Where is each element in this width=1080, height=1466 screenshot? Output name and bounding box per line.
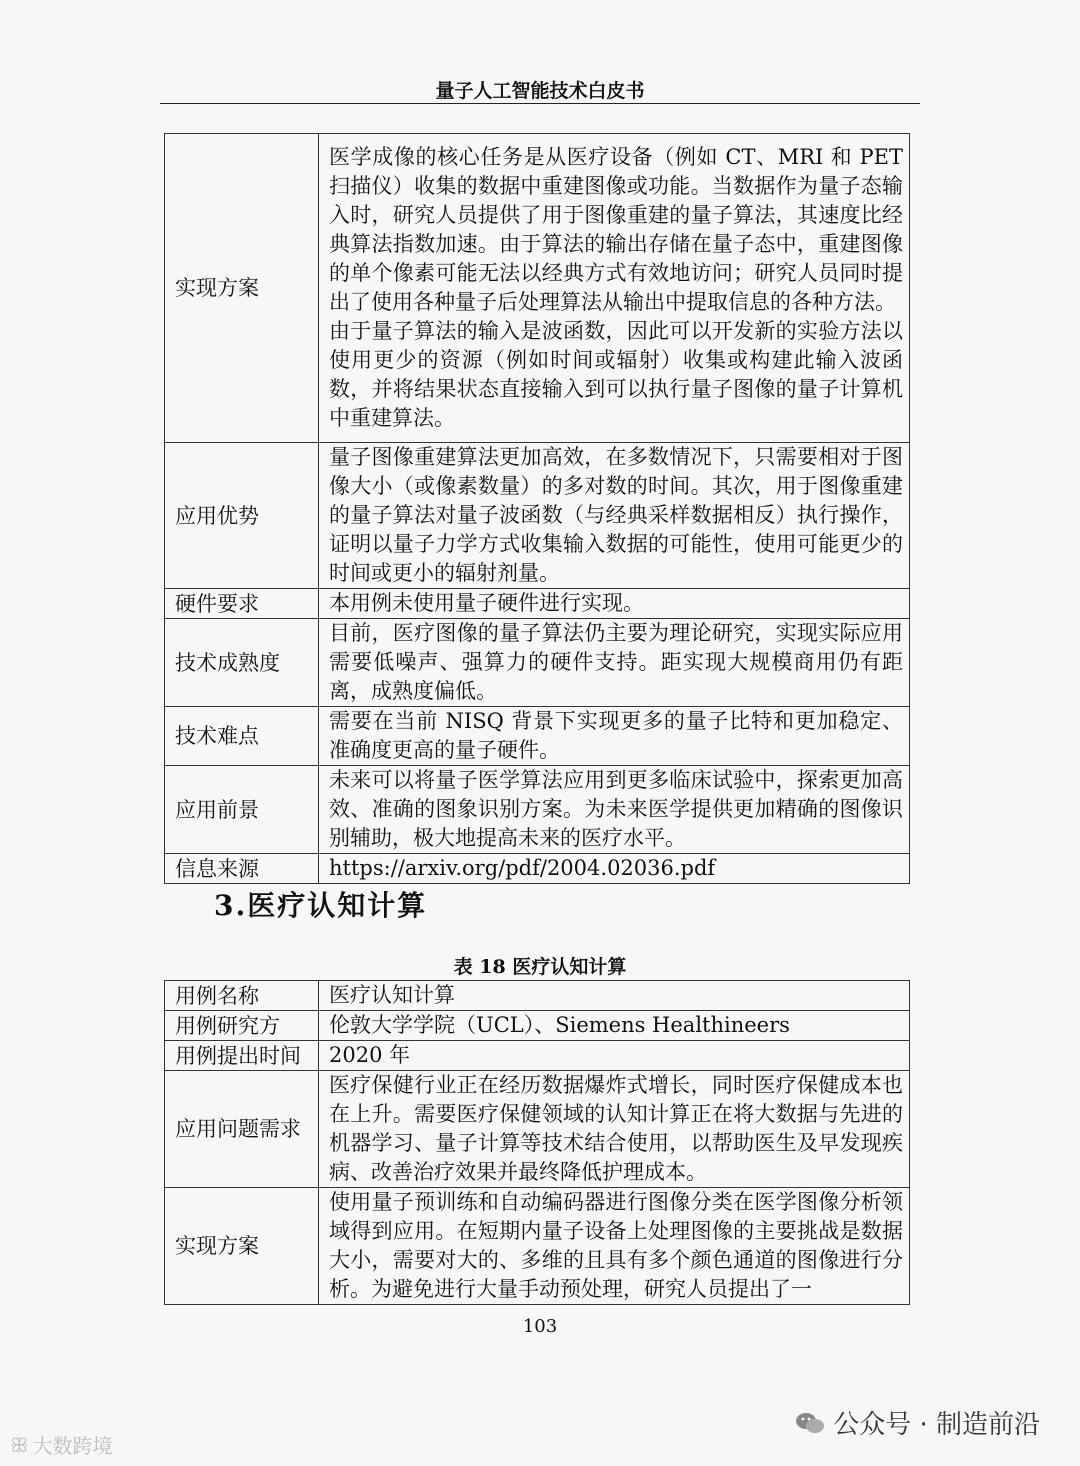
row-value: 医疗保健行业正在经历数据爆炸式增长，同时医疗保健成本也在上升。需要医疗保健领域的认知计算正在将大数据与先进的机器学习、量子计算等技术结合使用，以帮助医生及早发现疾病、改善治疗效果并最终降低护理成本。	[319, 1071, 910, 1188]
row-label: 实现方案	[165, 1188, 319, 1305]
section-heading: 3.医疗认知计算	[214, 889, 428, 922]
running-header: 量子人工智能技术白皮书	[435, 80, 645, 102]
row-value: 伦敦大学学院（UCL）、Siemens Healthineers	[319, 1011, 910, 1041]
table-row	[165, 1188, 910, 1305]
table-row	[165, 1071, 910, 1188]
row-label: 硬件要求	[165, 589, 319, 619]
logo-icon: ꕥ	[10, 1432, 29, 1457]
row-value: 需要在当前 NISQ 背景下实现更多的量子比特和更加稳定、准确度更高的量子硬件。	[319, 707, 910, 766]
row-label: 技术难点	[165, 707, 319, 766]
source-link[interactable]: https://arxiv.org/pdf/2004.02036.pdf	[319, 854, 910, 884]
row-value: 量子图像重建算法更加高效，在多数情况下，只需要相对于图像大小（或像素数量）的多对数的时间。其次，用于图像重建的量子算法对量子波函数（与经典采样数据相反）执行操作，证明以量子力学方式收集输入数据的可能性，使用可能更少的时间或更小的辐射剂量。	[319, 443, 910, 589]
row-value: 目前，医疗图像的量子算法仍主要为理论研究，实现实际应用需要低噪声、强算力的硬件支持。距实现大规模商用仍有距离，成熟度偏低。	[319, 619, 910, 707]
table-row	[165, 1011, 910, 1041]
row-label: 应用优势	[165, 443, 319, 589]
header-rule	[160, 103, 920, 104]
row-label: 实现方案	[165, 134, 319, 443]
table-caption: 表 18 医疗认知计算	[453, 956, 627, 978]
use-case-table	[164, 980, 910, 1305]
row-label: 应用问题需求	[165, 1071, 319, 1188]
wechat-icon	[795, 1411, 825, 1435]
table-row	[165, 134, 910, 443]
table-row	[165, 766, 910, 854]
table-row	[165, 854, 910, 884]
table-row	[165, 443, 910, 589]
table-row	[165, 589, 910, 619]
page-number: 103	[522, 1316, 558, 1337]
row-label: 技术成熟度	[165, 619, 319, 707]
table-row	[165, 619, 910, 707]
row-value: 未来可以将量子医学算法应用到更多临床试验中，探索更加高效、准确的图象识别方案。为未来医学提供更加精确的图像识别辅助，极大地提高未来的医疗水平。	[319, 766, 910, 854]
row-value: 本用例未使用量子硬件进行实现。	[319, 589, 910, 619]
row-label: 用例研究方	[165, 1011, 319, 1041]
row-label: 信息来源	[165, 854, 319, 884]
row-label: 用例名称	[165, 981, 319, 1011]
row-value: 医疗认知计算	[319, 981, 910, 1011]
use-case-table-continued	[164, 133, 910, 884]
watermark-left: ꕥ 大数跨境	[10, 1432, 113, 1458]
table-row	[165, 707, 910, 766]
row-label: 用例提出时间	[165, 1041, 319, 1071]
watermark-right: 公众号 · 制造前沿	[795, 1404, 1040, 1441]
row-value: 使用量子预训练和自动编码器进行图像分类在医学图像分析领域得到应用。在短期内量子设备上处理图像的主要挑战是数据大小，需要对大的、多维的且具有多个颜色通道的图像进行分析。为避免进行大量手动预处理，研究人员提出了一	[319, 1188, 910, 1305]
row-label: 应用前景	[165, 766, 319, 854]
table-row	[165, 1041, 910, 1071]
row-value: 2020 年	[319, 1041, 910, 1071]
row-value: 医学成像的核心任务是从医疗设备（例如 CT、MRI 和 PET 扫描仪）收集的数据中重建图像或功能。当数据作为量子态输入时，研究人员提供了用于图像重建的量子算法，其速度比经典算法指数加速。由于算法的输出存储在量子态中，重建图像的单个像素可能无法以经典方式有效地访问；研究人员同时提出了使用各种量子后处理算法从输出中提取信息的各种方法。 由于量子算法的输入是波函数，因此可以开发新的实验方法以使用更少的资源（例如时间或辐射）收集或构建此输入波函数，并将结果状态直接输入到可以执行量子图像的量子计算机中重建算法。	[319, 134, 910, 443]
table-row	[165, 981, 910, 1011]
